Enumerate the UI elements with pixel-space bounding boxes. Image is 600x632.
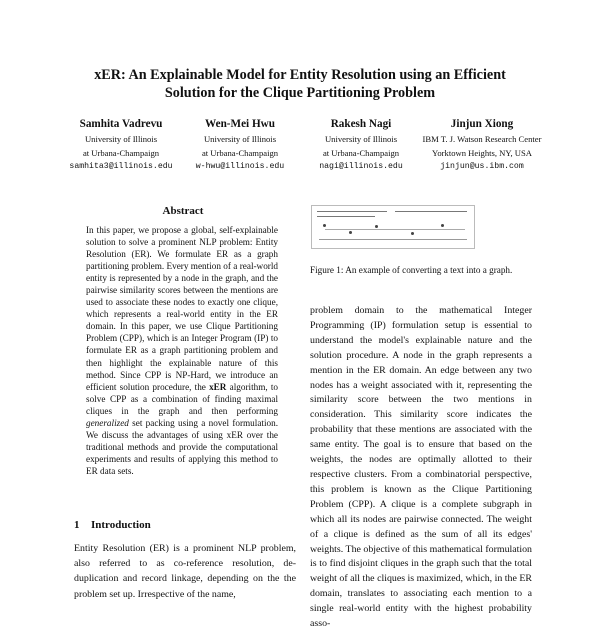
graph-node: [323, 224, 326, 227]
abstract-text-1: In this paper, we propose a global, self-explainable solution to solve a prominent NLP problem: Entity Resolution (ER). We formulate ER as a graph partitioning problem. Every mention of a real-world entity is represented by a node in the graph, and the pairwise similarity scores between the mentions are used to associate these nodes to exactly one clique, which represents a real-world entity in the ER domain. In this paper, we use Clique Partitioning Problem (CPP), which is an Integer Program (IP) to formulate ER as a graph partitioning problem and then highlight the explainable nature of this method. Since CPP is NP-Hard, we introduce an efficient solution procedure, the: [86, 225, 278, 392]
author-name: Jinjun Xiong: [450, 118, 514, 130]
author-affiliation-location: at Urbana-Champaign: [322, 147, 400, 158]
abstract-xer-bold: xER: [209, 381, 227, 392]
figure-text-line: [395, 211, 467, 212]
author-affiliation: University of Illinois: [324, 134, 398, 144]
author-name: Rakesh Nagi: [330, 118, 392, 130]
section-title: Introduction: [91, 519, 151, 531]
graph-node: [441, 224, 444, 227]
author-affiliation: IBM T. J. Watson Research Center: [422, 134, 542, 144]
right-column-paragraph: problem domain to the mathematical Integer Programming (IP) formulation setup is essential to understand the model's explainable nature and the solution procedure. A node in the graph represents a mention in the ER domain. An edge between any two nodes has a weight associated with it, representing the similarity score between the two mentions in consideration. This similarity score indicates the probability that these mentions are associated with the same entity. The goal is to ensure that based on the weights, the nodes are optimally allotted to their respective clusters. From a combinatorial perspective, this problem is known as the Clique Partitioning Problem (CPP). A clique is a complete subgraph in which all its nodes are pairwise connected. The weight of a clique is defined as the sum of all its edges' weights. The objective of this mathematical formulation is to find disjoint cliques in the graph such that the total weight of all the cliques is maximized, which, in the ER domain, translates to associating each mention to a single real-world entity with the highest probability asso-: [310, 305, 532, 630]
paper-title-line-2: Solution for the Clique Partitioning Problem: [164, 85, 436, 101]
abstract-body: [86, 224, 278, 477]
author-block-4: [414, 116, 550, 174]
author-affiliation: University of Illinois: [84, 134, 158, 144]
paper-title-line-1: xER: An Explainable Model for Entity Resolution using an Efficient: [94, 67, 506, 83]
author-email: w-hwu@illinois.edu: [195, 162, 285, 171]
author-affiliation-location: at Urbana-Champaign: [82, 147, 160, 158]
author-block-3: [301, 116, 421, 174]
figure-text-line: [317, 216, 375, 217]
author-name: Samhita Vadrevu: [79, 118, 163, 130]
figure-1-image: [311, 205, 475, 249]
figure-text-line: [317, 211, 387, 212]
abstract-text-2: algorithm, to solve CPP as a combination of finding maximal cliques in the graph and then performing: [86, 381, 278, 416]
author-block-1: [61, 116, 181, 174]
abstract-generalized-italic: generalized: [86, 417, 129, 428]
section-number: 1: [74, 519, 80, 531]
author-block-2: [180, 116, 300, 174]
author-email: nagi@illinois.edu: [319, 162, 403, 171]
graph-edge: [325, 229, 465, 230]
author-name: Wen-Mei Hwu: [205, 118, 275, 130]
abstract-text-3: set packing using a novel formulation. We discuss the advantages of using xER over the traditional methods and provide the computational experiments and results of applying this method to ER data sets.: [86, 417, 278, 476]
section-heading-introduction: [74, 519, 151, 531]
figure-text-line: [319, 239, 467, 240]
abstract-heading: Abstract: [162, 205, 204, 217]
author-affiliation-location: at Urbana-Champaign: [201, 147, 279, 158]
author-email: jinjun@us.ibm.com: [440, 162, 524, 171]
graph-node: [375, 225, 378, 228]
figure-1-caption: Figure 1: An example of converting a text into a graph.: [310, 265, 513, 275]
introduction-paragraph: Entity Resolution (ER) is a prominent NLP problem, also referred to as co-reference resolution, de-duplication and record linkage, depending on the the problem set up. Irrespective of the name,: [74, 543, 296, 600]
graph-node: [349, 231, 352, 234]
author-email: samhita3@illinois.edu: [69, 162, 173, 171]
paper-title: [0, 66, 600, 102]
graph-node: [411, 232, 414, 235]
author-affiliation-location: Yorktown Heights, NY, USA: [432, 147, 532, 158]
author-affiliation: University of Illinois: [203, 134, 277, 144]
